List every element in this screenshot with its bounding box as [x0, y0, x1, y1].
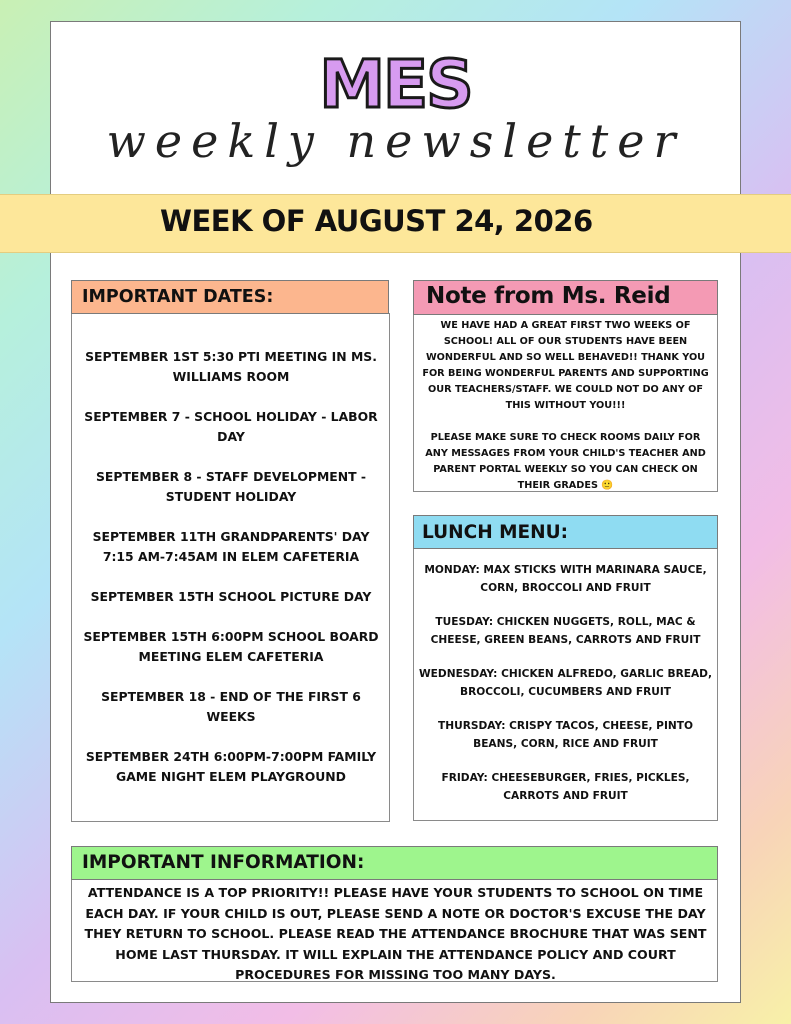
list-item: SEPTEMBER 8 - STAFF DEVELOPMENT - STUDENT HOLIDAY [95, 469, 367, 504]
important-info-header: IMPORTANT INFORMATION: [71, 846, 718, 880]
note-header: Note from Ms. Reid [413, 280, 718, 315]
list-item: TUESDAY: CHICKEN NUGGETS, ROLL, MAC & CHEESE, GREEN BEANS, CARROTS AND FRUIT [430, 616, 701, 646]
list-item: SEPTEMBER 1ST 5:30 PTI MEETING IN MS. WILLIAMS ROOM [85, 349, 377, 384]
lunch-menu-list [418, 561, 713, 821]
list-item: SEPTEMBER 24TH 6:00PM-7:00PM FAMILY GAME NIGHT ELEM PLAYGROUND [85, 749, 377, 784]
list-item: WEDNESDAY: CHICKEN ALFREDO, GARLIC BREAD, BROCCOLI, CUCUMBERS AND FRUIT [418, 668, 712, 698]
week-of-title: WEEK OF AUGUST 24, 2026 [160, 204, 593, 238]
list-item: SEPTEMBER 7 - SCHOOL HOLIDAY - LABOR DAY [84, 409, 378, 444]
list-item: SEPTEMBER 15TH 6:00PM SCHOOL BOARD MEETING ELEM CAFETERIA [83, 629, 379, 664]
week-banner [0, 194, 791, 253]
list-item: SEPTEMBER 11TH GRANDPARENTS' DAY 7:15 AM-7:45AM IN ELEM CAFETERIA [92, 529, 370, 564]
list-item: FRIDAY: CHEESEBURGER, FRIES, PICKLES, CARROTS AND FRUIT [441, 772, 690, 802]
important-dates-list [82, 347, 380, 807]
lunch-menu-header: LUNCH MENU: [413, 515, 718, 549]
note-paragraph: PLEASE MAKE SURE TO CHECK ROOMS DAILY FOR ANY MESSAGES FROM YOUR CHILD'S TEACHER AND PARENT PORTAL WEEKLY SO YOU CAN CHECK ON THEIR GRADES 🙂 [425, 432, 706, 491]
important-dates-header: IMPORTANT DATES: [71, 280, 389, 314]
list-item: MONDAY: MAX STICKS WITH MARINARA SAUCE, CORN, BROCCOLI AND FRUIT [424, 564, 707, 594]
newsletter-subtitle: weekly newsletter [106, 114, 685, 168]
list-item: SEPTEMBER 18 - END OF THE FIRST 6 WEEKS [101, 689, 361, 724]
note-paragraph: WE HAVE HAD A GREAT FIRST TWO WEEKS OF SCHOOL! ALL OF OUR STUDENTS HAVE BEEN WONDERFUL AND SO WELL BEHAVED!! THANK YOU FOR BEING WONDERFUL PARENTS AND SUPPORTING OUR TEACHERS/STAFF. WE COULD NOT DO ANY OF THIS WITHOUT YOU!!! [422, 320, 709, 411]
list-item: THURSDAY: CRISPY TACOS, CHEESE, PINTO BEANS, CORN, RICE AND FRUIT [438, 720, 693, 750]
important-info-text: ATTENDANCE IS A TOP PRIORITY!! PLEASE HAVE YOUR STUDENTS TO SCHOOL ON TIME EACH DAY. IF YOUR CHILD IS OUT, PLEASE SEND A NOTE OR DOCTOR'S EXCUSE THE DAY THEY RETURN TO SCHOOL. PLEASE READ THE ATTENDANCE BROCHURE THAT WAS SENT HOME LAST THURSDAY. IT WILL EXPLAIN THE ATTENDANCE POLICY AND COURT PROCEDURES FOR MISSING TOO MANY DAYS. [84, 885, 707, 983]
note-text [418, 318, 713, 510]
list-item: SEPTEMBER 15TH SCHOOL PICTURE DAY [90, 589, 372, 604]
school-title: MES [319, 46, 472, 123]
